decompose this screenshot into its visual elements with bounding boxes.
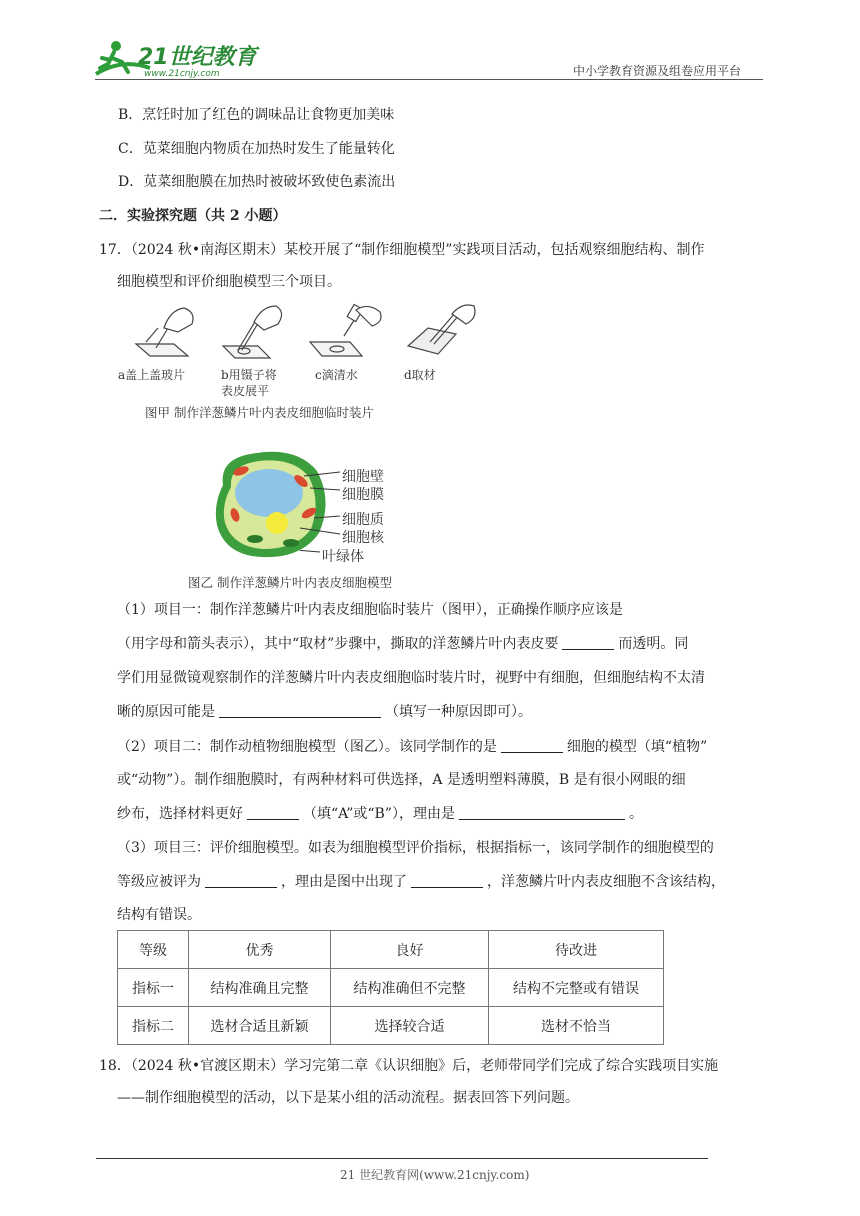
table-row xyxy=(118,931,664,969)
site-logo xyxy=(92,38,262,80)
fig-yi-caption: 图乙 制作洋葱鳞片叶内表皮细胞模型 xyxy=(188,575,392,590)
answer-blank[interactable] xyxy=(411,873,483,888)
q17-stem-line1: 17．（2024 秋•南海区期末）某校开展了“制作细胞模型”实践项目活动，包括观察细胞结构、制作 xyxy=(99,242,705,258)
answer-blank[interactable] xyxy=(219,703,381,718)
table-cell: 选择较合适 xyxy=(331,1007,489,1045)
footer-divider xyxy=(96,1158,708,1159)
model-pointer-lines xyxy=(300,466,342,556)
fig-jia-caption: 图甲 制作洋葱鳞片叶内表皮细胞临时装片 xyxy=(145,405,374,420)
p1-line1: （1）项目一：制作洋葱鳞片叶内表皮细胞临时装片（图甲），正确操作顺序应该是 xyxy=(117,602,623,618)
q18-line1: 18．（2024 秋•官渡区期末）学习完第二章《认识细胞》后，老师带同学们完成了综合实践项目实施 xyxy=(99,1058,719,1074)
platform-name: 中小学教育资源及组卷应用平台 xyxy=(573,64,742,78)
p1-line3: 学们用显微镜观察制作的洋葱鳞片叶内表皮细胞临时装片时，视野中有细胞，但细胞结构不太清 xyxy=(117,670,705,686)
answer-blank[interactable] xyxy=(205,873,277,888)
table-cell: 结构不完整或有错误 xyxy=(489,969,664,1007)
p3-line2: 等级应被评为 ，理由是图中出现了 ，洋葱鳞片叶内表皮细胞不含该结构， xyxy=(117,874,725,890)
table-row xyxy=(118,1007,664,1045)
label-chloroplast: 叶绿体 xyxy=(322,549,364,565)
table-row xyxy=(118,969,664,1007)
option-b: B．烹饪时加了红色的调味品让食物更加美味 xyxy=(118,107,395,123)
table-cell: 指标二 xyxy=(118,1007,189,1045)
table-cell: 待改进 xyxy=(489,931,664,969)
answer-blank[interactable] xyxy=(247,805,299,820)
label-nucleus: 细胞核 xyxy=(342,530,384,546)
footer-text: 21 世纪教育网(www.21cnjy.com) xyxy=(340,1168,530,1182)
p3-line3: 结构有错误。 xyxy=(117,907,201,923)
table-cell: 优秀 xyxy=(189,931,331,969)
fig-jia-label-c: c滴清水 xyxy=(315,368,358,382)
p3-line1: （3）项目三：评价细胞模型。如表为细胞模型评价指标，根据指标一，该同学制作的细胞模型的 xyxy=(117,840,714,856)
table-cell: 选材不恰当 xyxy=(489,1007,664,1045)
p2-line3: 纱布，选择材料更好 （填“A”或“B”），理由是 。 xyxy=(117,806,643,822)
evaluation-table xyxy=(117,930,664,1045)
fig-jia-label-d: d取材 xyxy=(404,368,436,382)
table-cell: 结构准确且完整 xyxy=(189,969,331,1007)
q17-stem-line2: 细胞模型和评价细胞模型三个项目。 xyxy=(117,274,341,290)
table-cell: 选材合适且新颖 xyxy=(189,1007,331,1045)
p1-line4: 晰的原因可能是 （填写一种原因即可）。 xyxy=(117,704,532,720)
label-cytoplasm: 细胞质 xyxy=(342,512,384,528)
svg-text:www.21cnjy.com: www.21cnjy.com xyxy=(144,69,220,79)
q18-line2: ——制作细胞模型的活动，以下是某小组的活动流程。据表回答下列问题。 xyxy=(117,1090,579,1106)
table-cell: 结构准确但不完整 xyxy=(331,969,489,1007)
p2-line1: （2）项目二：制作动植物细胞模型（图乙）。该同学制作的是 细胞的模型（填“植物” xyxy=(117,739,708,755)
label-cell-membrane: 细胞膜 xyxy=(342,487,384,503)
section-title: 二．实验探究题（共 2 小题） xyxy=(99,208,287,224)
table-cell: 良好 xyxy=(331,931,489,969)
answer-blank[interactable] xyxy=(459,805,625,820)
answer-blank[interactable] xyxy=(562,635,614,650)
table-cell: 指标一 xyxy=(118,969,189,1007)
p2-line2: 或“动物”）。制作细胞膜时，有两种材料可供选择，A 是透明塑料薄膜，B 是有很小网眼的细 xyxy=(117,772,686,788)
fig-jia-label-b-line2: 表皮展平 xyxy=(221,384,270,398)
svg-text:21世纪教育: 21世纪教育 xyxy=(138,45,257,70)
fig-jia-label-a: a盖上盖玻片 xyxy=(118,368,186,382)
p1-line2: （用字母和箭头表示），其中“取材”步骤中，撕取的洋葱鳞片叶内表皮要 而透明。同 xyxy=(117,636,689,652)
header-divider xyxy=(95,79,763,80)
fig-jia-label-b-line1: b用镊子将 xyxy=(221,368,277,382)
label-cell-wall: 细胞壁 xyxy=(342,469,384,485)
option-d: D．苋菜细胞膜在加热时被破坏致使色素流出 xyxy=(118,174,396,190)
option-c: C．苋菜细胞内物质在加热时发生了能量转化 xyxy=(118,141,395,157)
answer-blank[interactable] xyxy=(501,738,563,753)
table-cell: 等级 xyxy=(118,931,189,969)
